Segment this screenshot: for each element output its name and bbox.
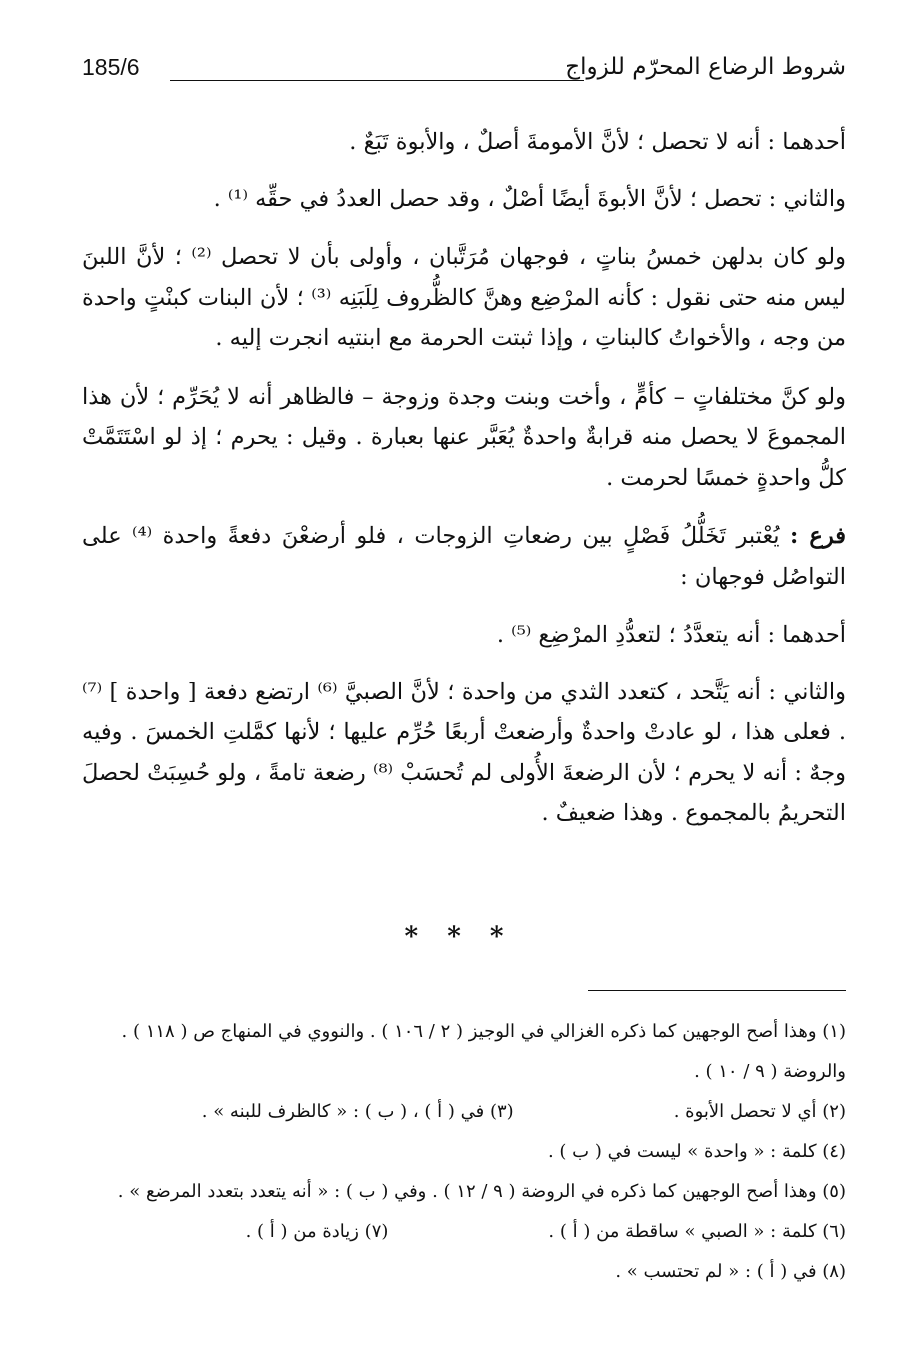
footnotes (82, 1012, 846, 1292)
paragraph: ولو كان بدلهن خمسُ بناتٍ ، فوجهان مُرَتَّبان ، وأولى بأن لا تحصل ⁽²⁾ ؛ لأنَّ اللبنَ ليس منه حتى نقول : كأنه المرْضِع وهنَّ كالظُّروف لِلَبَنِه ⁽³⁾ ؛ لأن البنات كبنْتٍ واحدة من وجه ، والأخواتُ كالبناتِ ، وإذا ثبتت الحرمة مع ابنتيه انجرت إليه . (82, 244, 846, 351)
footnote-line (82, 1092, 846, 1132)
paragraph: والثاني : تحصل ؛ لأنَّ الأبوةَ أيضًا أصْلٌ ، وقد حصل العددُ في حقِّه ⁽¹⁾ . (213, 185, 846, 212)
main-text (82, 122, 846, 852)
footnote: (١) وهذا أصح الوجهين كما ذكره الغزالي في الوجيز ( ٢ / ١٠٦ ) . والنووي في المنهاج ص ( ١١٨ ) . والروضة ( ٩ / ١٠ ) . (121, 1021, 846, 1082)
footnote: (٧) زيادة من ( أ ) . (245, 1221, 389, 1242)
paragraph: أحدهما : أنه لا تحصل ؛ لأنَّ الأمومةَ أصلٌ ، والأبوة تَبَعٌ . (349, 129, 846, 155)
section-label: فرع : (790, 523, 847, 549)
footnote-line (82, 1172, 846, 1212)
footnote-line (82, 1012, 846, 1092)
page-number: 185/6 (82, 54, 140, 80)
running-title: شروط الرضاع المحرّم للزواج (565, 54, 846, 80)
paragraph: والثاني : أنه يَتَّحد ، كتعدد الثدي من واحدة ؛ لأنَّ الصبيَّ ⁽⁶⁾ ارتضع دفعة [ واحدة ] ⁽⁷⁾ . فعلى هذا ، لو عادتْ واحدةٌ وأرضعتْ أربعًا حُرِّم عليها ؛ لأنها كمَّلتِ الخمسَ . وفيه وجهٌ : أنه لا يحرم ؛ لأن الرضعةَ الأُولى لم تُحسَبْ ⁽⁸⁾ رضعة تامةً ، ولو حُسِبَتْ لحصلَ التحريمُ بالمجموع . وهذا ضعيفٌ . (82, 678, 846, 826)
page-header (82, 50, 846, 90)
footnote: (٥) وهذا أصح الوجهين كما ذكره في الروضة ( ٩ / ١٢ ) . وفي ( ب ) : « أنه يتعدد بتعدد المرضع » . (117, 1181, 846, 1202)
paragraph: ولو كنَّ مختلفاتٍ – كأمٍّ ، وأخت وبنت وجدة وزوجة – فالظاهر أنه لا يُحَرِّم ؛ لأن هذا المجموعَ لا يحصل منه قرابةٌ واحدةٌ يُعَبَّر عنها بعبارة . وقيل : يحرم ؛ إذ لو اسْتَتَمَّتْ كلُّ واحدةٍ خمسًا لحرمت . (82, 383, 846, 491)
footnote-line (82, 1252, 846, 1292)
footnote-line (82, 1212, 846, 1252)
footnote-rule (588, 990, 846, 991)
footnote: (٦) كلمة : « الصبي » ساقطة من ( أ ) . (548, 1221, 846, 1242)
header-rule (170, 80, 584, 81)
footnote: (٤) كلمة : « واحدة » ليست في ( ب ) . (547, 1141, 846, 1162)
footnote-line (82, 1132, 846, 1172)
footnote: (٣) في ( أ ) ، ( ب ) : « كالظرف للبنه » . (201, 1101, 514, 1122)
paragraph: فرع : يُعْتبر تَخَلُّلُ فَصْلٍ بين رضعاتِ الزوجات ، فلو أرضعْنَ دفعةً واحدة ⁽⁴⁾ على التواصُل فوجهان : (82, 523, 847, 590)
footnote: (٨) في ( أ ) : « لم تحتسب » . (615, 1261, 846, 1282)
paragraph: أحدهما : أنه يتعدَّدُ ؛ لتعدُّدِ المرْضِع ⁽⁵⁾ . (496, 622, 846, 648)
footnote: (٢) أي لا تحصل الأبوة . (673, 1101, 846, 1122)
section-separator: * * * (404, 922, 514, 952)
